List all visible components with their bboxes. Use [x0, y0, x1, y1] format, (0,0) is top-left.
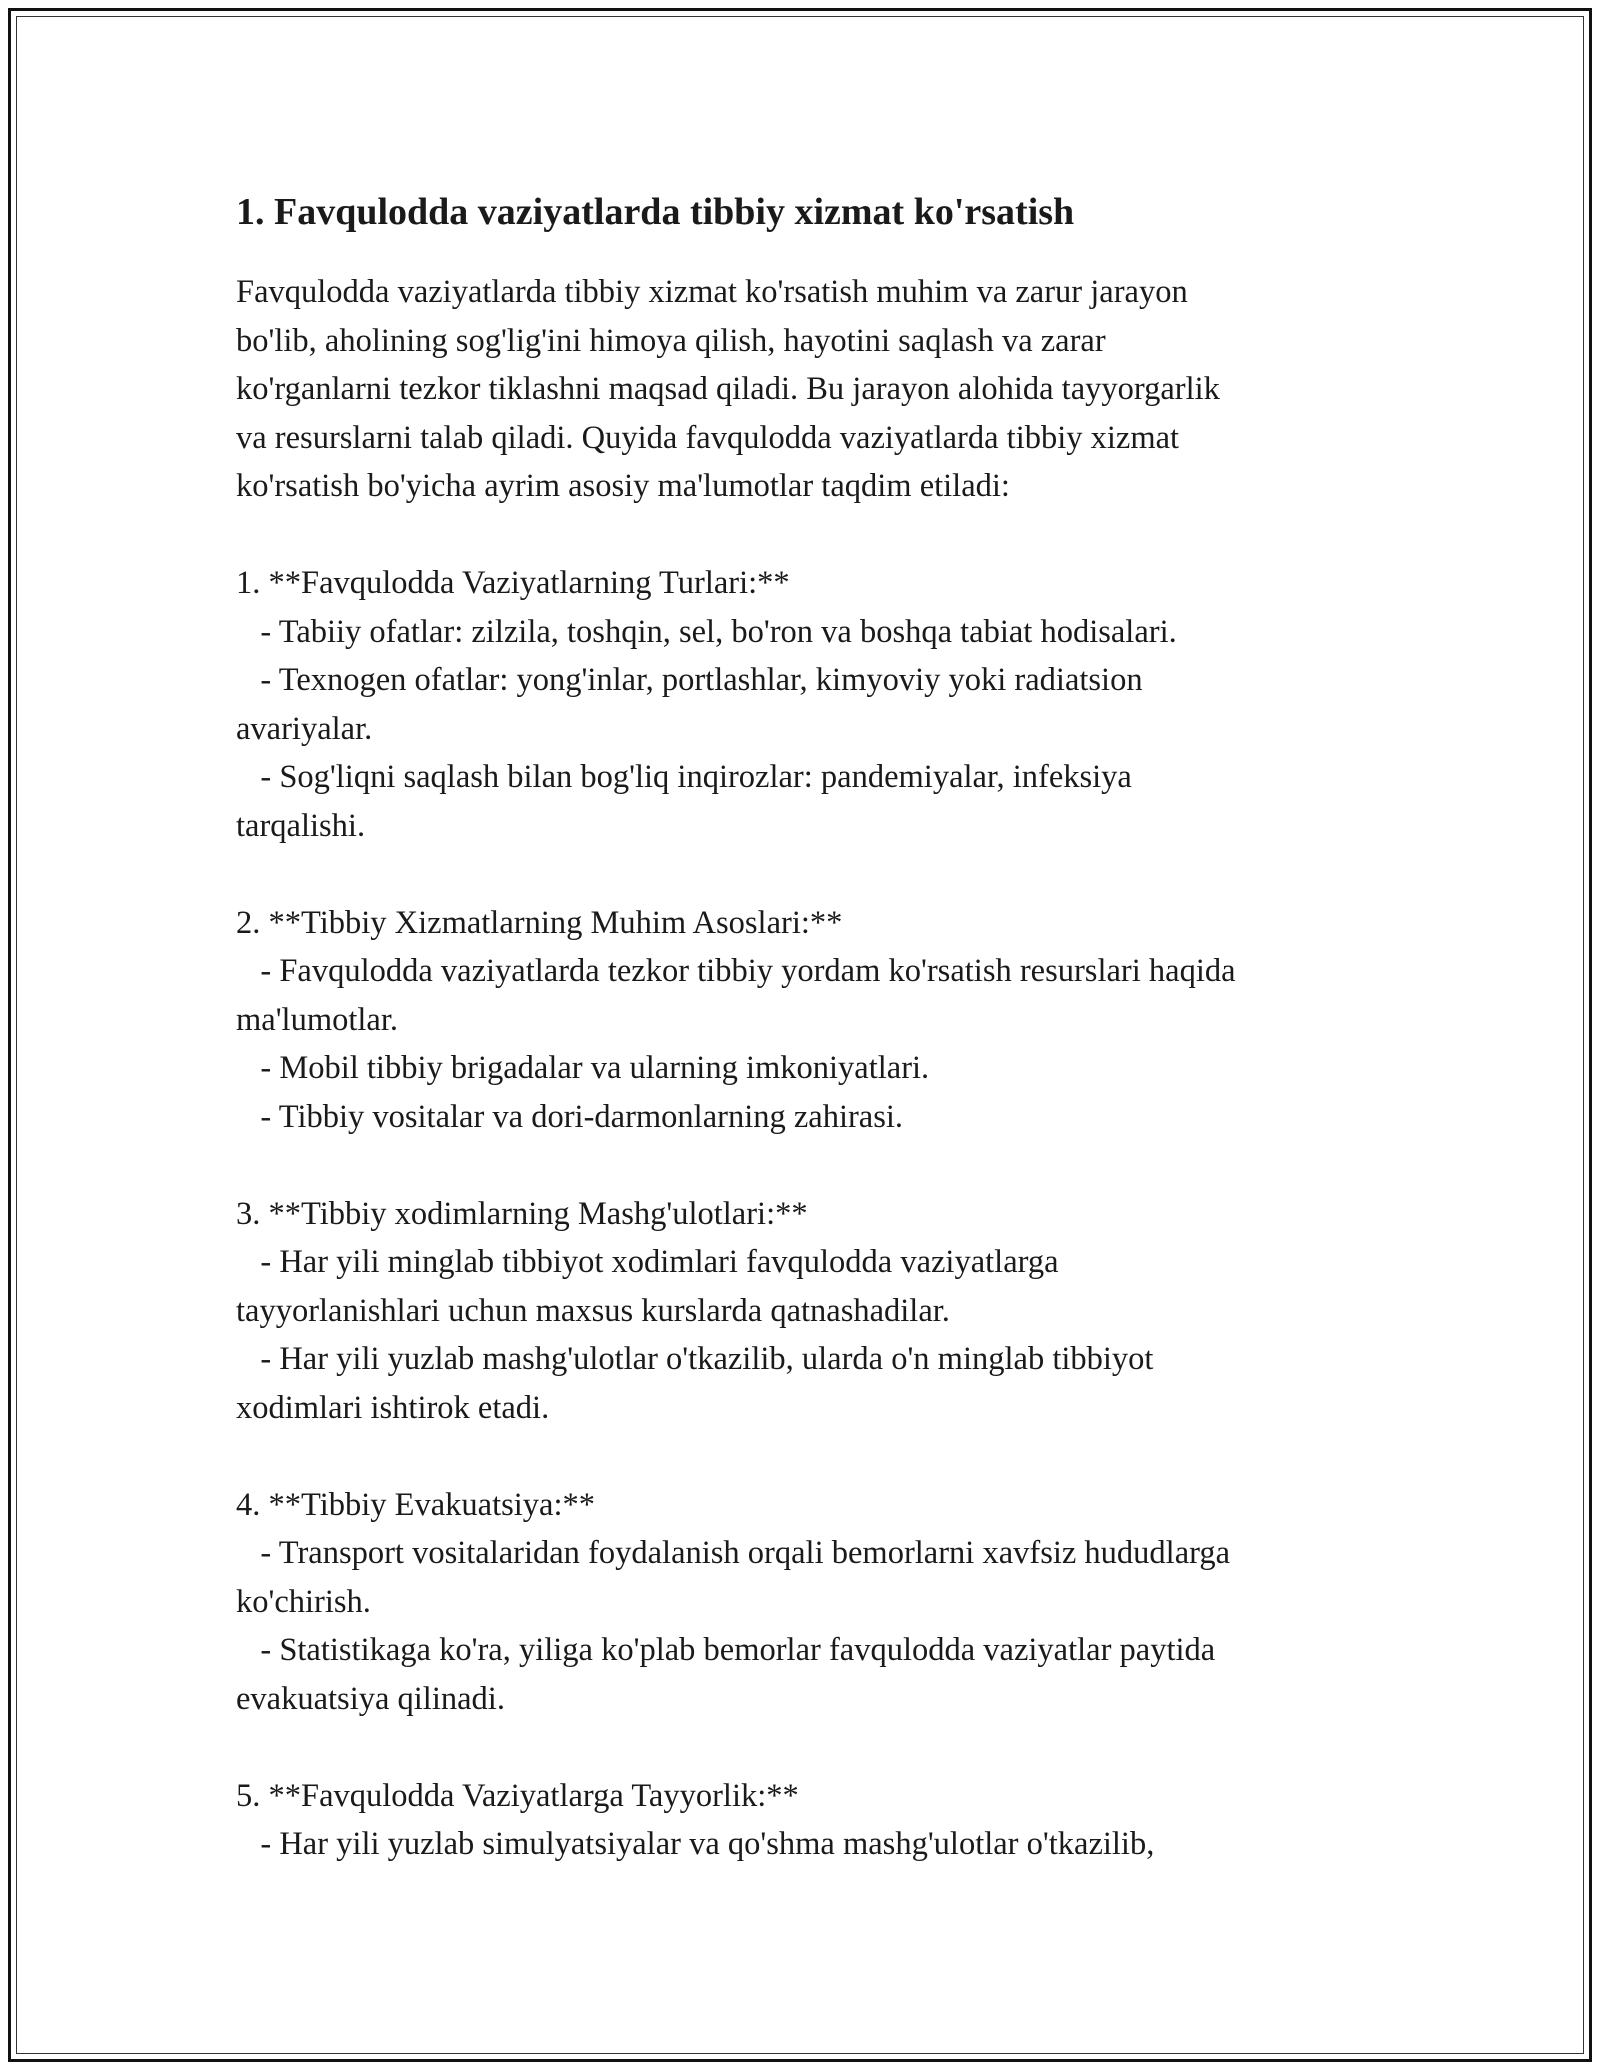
document-body: Favqulodda vaziyatlarda tibbiy xizmat ko'rsatish muhim va zarur jarayon bo'lib, aholining sog'lig'ini himoya qilish, hayotini saqlash va zarar ko'rganlarni tezkor tiklashni maqsad qiladi. Bu jarayon alohida tayyorgarlik va resurslarni talab qiladi. Quyida favqulodda vaziyatlarda tibbiy xizmat ko'rsatish bo'yicha ayrim asosiy ma'lumotlar taqdim etiladi: 1. **Favqulodda Vaziyatlarning Turlari:** - Tabiiy ofatlar: zilzila, toshqin, sel, bo'ron va boshqa tabiat hodisalari. - Texnogen ofatlar: yong'inlar, portlashlar, kimyoviy yoki radiatsion avariyalar. - Sog'liqni saqlash bilan bog'liq inqirozlar: pandemiyalar, infeksiya tarqalishi. 2. **Tibbiy Xizmatlarning Muhim Asoslari:** - Favqulodda vaziyatlarda tezkor tibbiy yordam ko'rsatish resurslari haqida ma'lumotlar. - Mobil tibbiy brigadalar va ularning imkoniyatlari. - Tibbiy vositalar va dori-darmonlarning zahirasi. 3. **Tibbiy xodimlarning Mashg'ulotlari:** - Har yili minglab tibbiyot xodimlari favqulodda vaziyatlarga tayyorlanishlari uchun maxsus kurslarda qatnashadilar. - Har yili yuzlab mashg'ulotlar o'tkazilib, ularda o'n minglab tibbiyot xodimlari ishtirok etadi. 4. **Tibbiy Evakuatsiya:** - Transport vositalaridan foydalanish orqali bemorlarni xavfsiz hududlarga ko'chirish. - Statistikaga ko'ra, yiliga ko'plab bemorlar favqulodda vaziyatlar paytida evakuatsiya qilinadi. 5. **Favqulodda Vaziyatlarga Tayyorlik:** - Har yili yuzlab simulyatsiyalar va qo'shma mashg'ulotlar o'tkazilib, — [236, 274, 1236, 1862]
document-title: 1. Favqulodda vaziyatlarda tibbiy xizmat ko'rsatish — [236, 191, 1075, 233]
document-page — [236, 186, 1386, 1869]
